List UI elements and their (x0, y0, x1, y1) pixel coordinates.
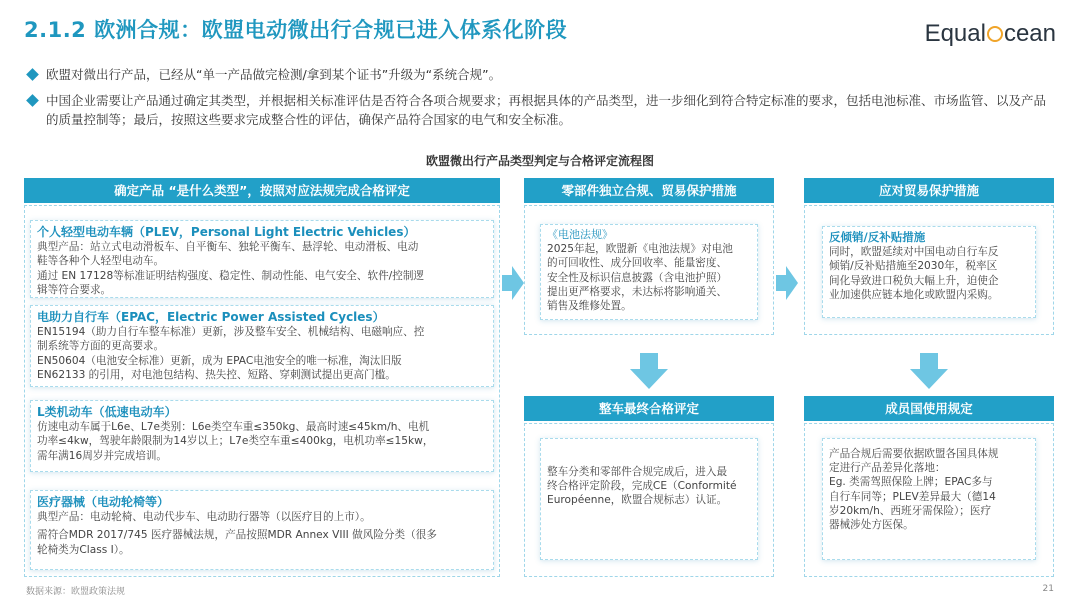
arrow-down-icon (910, 353, 948, 389)
battery-line: 的可回收性、成分回收率、能量密度、 (547, 257, 728, 270)
bullet-text: 欧盟对微出行产品，已经从“单一产品做完检测/拿到某个证书”升级为“系统合规”。 (46, 67, 502, 82)
page-title: 2.1.2 欧洲合规：欧盟电动微出行合规已进入体系化阶段 (24, 18, 568, 42)
data-source-note: 数据来源：欧盟政策法规 (26, 587, 126, 597)
bullet-point-1 (28, 65, 1058, 84)
battery-line: 销售及维修处置。 (547, 300, 632, 313)
battery-regulation-title: 《电池法规》 (547, 228, 613, 241)
trade-measures-title: 反倾销/反补贴措施 (829, 230, 926, 244)
final-line: 整车分类和零部件合规完成后，进入最 (547, 466, 728, 478)
medical-line: 需符合MDR 2017/745 医疗器械法规，产品按照MDR Annex VIII 做风险分类（很多 (37, 529, 437, 542)
battery-line: 2025年起，欧盟新《电池法规》对电池 (547, 243, 733, 256)
member-line: 自行车同等；PLEV差异最大（德14 (829, 490, 996, 503)
trade-line: 间化导致进口税负大幅上升，迫使企 (829, 274, 999, 287)
member-line: Eg. 类需驾照保险上牌；EPAC多与 (829, 476, 993, 489)
l-class-line: 功率≤4kw，驾驶年龄限制为14岁以上；L7e类空车重≤400kg，电机功率≤15kw， (37, 435, 434, 448)
col2-top-header-bar: 零部件独立合规、贸易保护措施 (524, 178, 774, 203)
member-line: 岁20km/h、西班牙需保险）；医疗 (829, 504, 992, 517)
plev-line: 通过 EN 17128等标准证明结构强度、稳定性、制动性能、电气安全、软件/控制逻 (37, 269, 425, 282)
medical-title: 医疗器械（电动轮椅等） (37, 495, 170, 509)
member-line: 产品合规后需要依据欧盟各国具体规 (829, 448, 999, 460)
member-line: 定进行产品差异化落地： (829, 462, 946, 475)
epac-line: 制系统等方面的更高要求。 (37, 340, 165, 353)
epac-line: EN50604（电池安全标准）更新，成为 EPAC电池安全的唯一标准，淘汰旧版 (37, 354, 402, 367)
medical-line: 典型产品：电动轮椅、电动代步车、电动助行器等（以医疗目的上市）。 (37, 511, 371, 524)
epac-title: 电助力自行车（EPAC，Electric Power Assisted Cycles） (37, 310, 385, 324)
plev-line: 典型产品：站立式电动滑板车、自平衡车、独轮平衡车、悬浮轮、电动滑板、电动 (37, 241, 419, 254)
trade-line: 业加速供应链本地化或欧盟内采购。 (829, 288, 999, 301)
battery-regulation-box (540, 224, 758, 320)
col3-bottom-header-bar: 成员国使用规定 (804, 396, 1054, 421)
medical-line: 轮椅类为Class I）。 (37, 543, 130, 556)
medical-box (30, 490, 494, 570)
logo-text-left: Equal (924, 20, 986, 47)
flowchart-title: 欧盟微出行产品类型判定与合格评定流程图 (425, 154, 654, 168)
l-class-box (30, 400, 494, 472)
member-state-rules-box (822, 438, 1036, 560)
plev-line: 辑等符合要求。 (37, 283, 112, 296)
battery-line: 安全性及标识信息披露（含电池护照） (547, 271, 728, 284)
equalocean-logo (925, 20, 1056, 48)
arrow-right-icon (502, 266, 524, 300)
page-number: 21 (1042, 584, 1054, 594)
arrow-down-icon (630, 353, 668, 389)
l-class-title: L类机动车（低速电动车） (37, 405, 177, 419)
final-line: Européenne，欧盟合规标志）认证。 (547, 494, 728, 507)
l-class-line: 需年满16周岁并完成培训。 (37, 449, 168, 462)
arrow-right-icon (776, 266, 798, 300)
final-line: 终合格评定阶段，完成CE（Conformité (547, 480, 737, 493)
logo-text-right: cean (1003, 20, 1056, 47)
trade-measures-box (822, 226, 1036, 318)
trade-line: 同时，欧盟延续对中国电动自行车反 (829, 246, 999, 259)
member-line: 器械涉处方医保。 (829, 519, 914, 532)
col1-header-bar: 确定产品 “是什么类型”，按照对应法规完成合格评定 (24, 178, 500, 203)
epac-line: EN62133 的引用，对电池包结构、热失控、短路、穿刺测试提出更高门槛。 (37, 368, 396, 381)
trade-line: 倾销/反补贴措施至2030年，税率区 (829, 260, 998, 273)
plev-title: 个人轻型电动车辆（PLEV，Personal Light Electric Vehicles） (37, 225, 416, 239)
epac-line: EN15194（助力自行车整车标准）更新，涉及整车安全、机械结构、电磁响应、控 (37, 326, 425, 339)
plev-box (30, 220, 494, 298)
bullet-text: 中国企业需要让产品通过确定其类型，并根据相关标准评估是否符合各项合规要求；再根据具体的产品类型，进一步细化到符合特定标准的要求，包括电池标准、市场监管、以及产品的质量控制等；最后，按照这些要求完成整合性的评估，确保产品符合国家的电气和安全标准。 (46, 93, 1047, 127)
col2-bottom-header-bar: 整车最终合格评定 (524, 396, 774, 421)
final-assessment-box (540, 438, 758, 560)
battery-line: 提出更严格要求，未达标将影响通关、 (547, 285, 728, 298)
col3-top-header-bar: 应对贸易保护措施 (804, 178, 1054, 203)
bullet-point-2 (28, 91, 1058, 129)
plev-line: 鞋等各种个人轻型电动车。 (37, 255, 165, 268)
epac-box (30, 305, 494, 387)
logo-o-ring-icon (987, 26, 1003, 42)
l-class-line: 仿速电动车属于L6e、L7e类别：L6e类空车重≤350kg、最高时速≤45km/h、电机 (37, 421, 430, 434)
